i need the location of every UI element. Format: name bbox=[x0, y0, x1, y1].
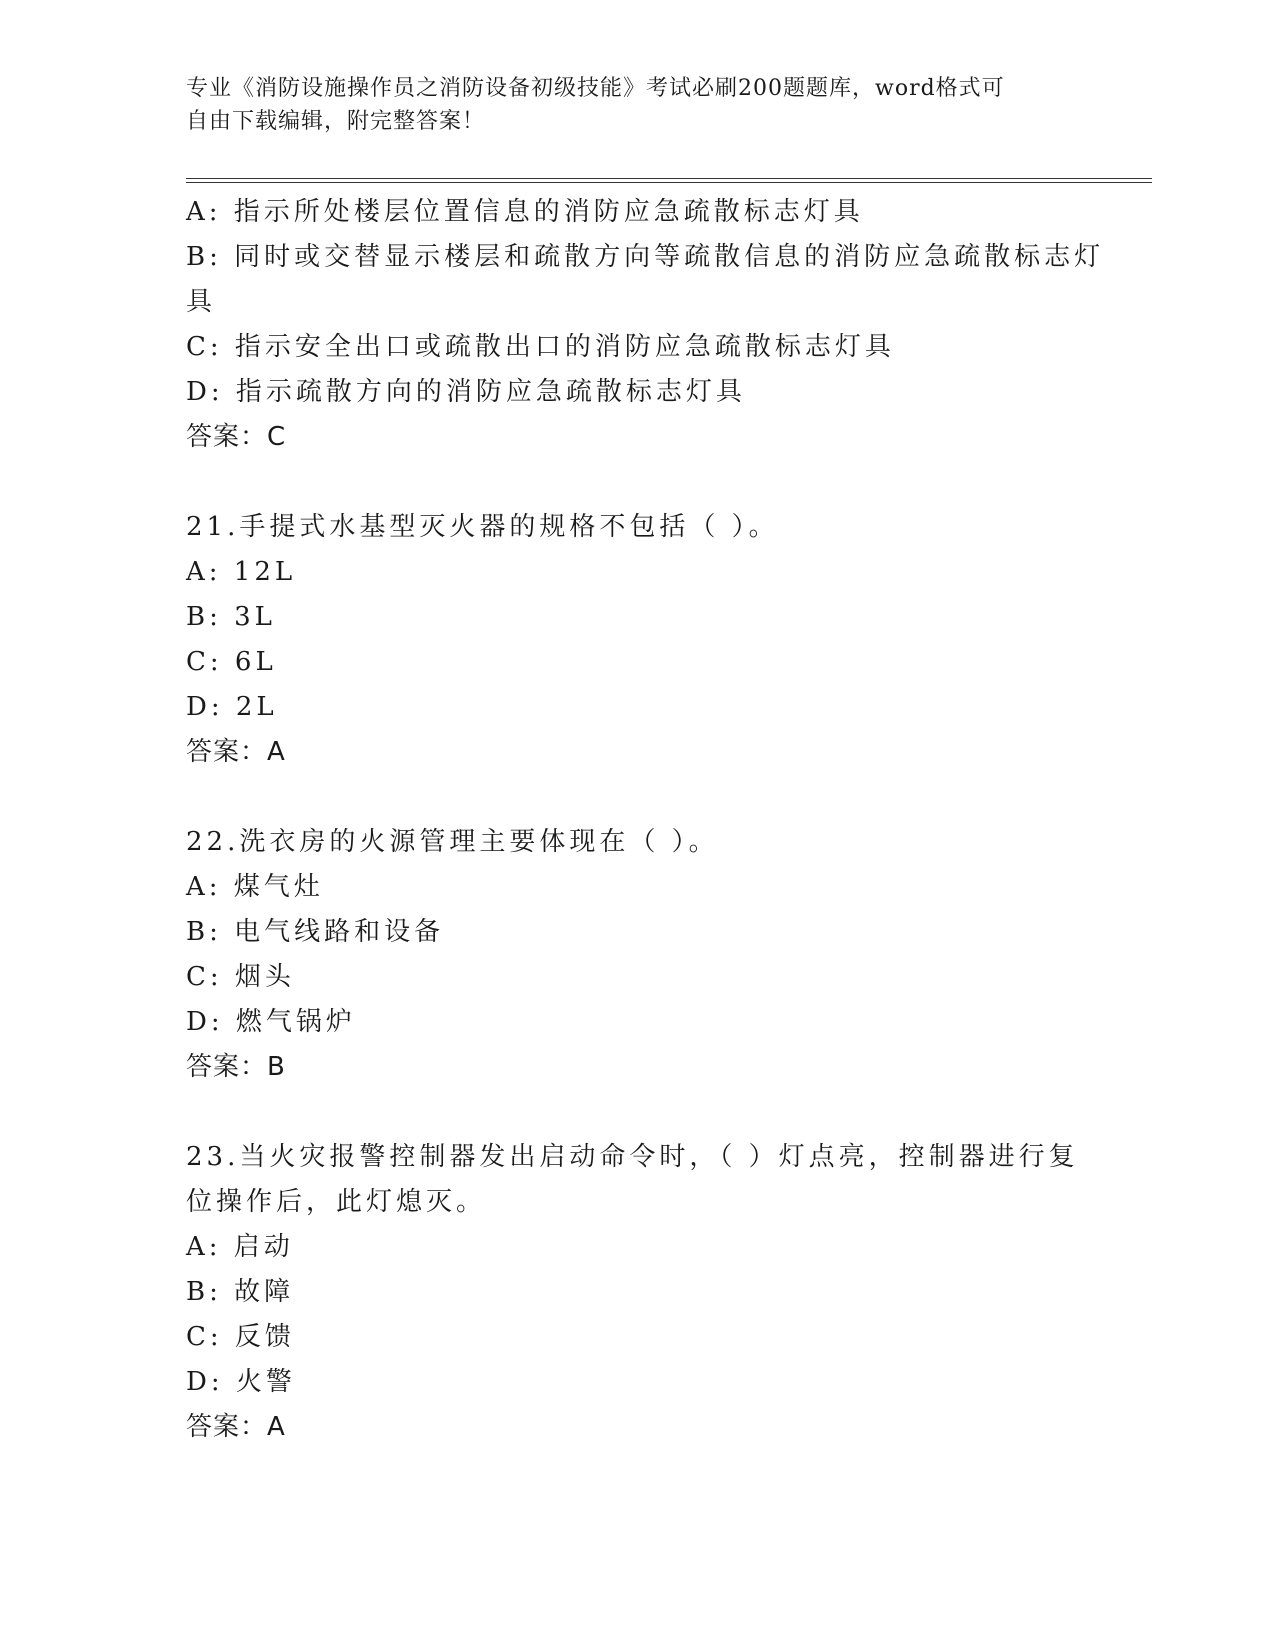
option-d: D: 指示疏散方向的消防应急疏散标志灯具 bbox=[186, 377, 746, 407]
option-b-continuation: 具 bbox=[186, 287, 217, 317]
spacer bbox=[186, 775, 1086, 820]
option-b: B: 同时或交替显示楼层和疏散方向等疏散信息的消防应急疏散标志灯 bbox=[186, 242, 1105, 272]
option-c: C: 烟头 bbox=[186, 962, 295, 992]
header-divider-top bbox=[186, 178, 1152, 179]
spacer bbox=[186, 460, 1086, 505]
header-line-2: 自由下载编辑，附完整答案！ bbox=[186, 109, 486, 134]
question-list bbox=[186, 190, 1105, 1450]
question-text-line-1: 23.当火灾报警控制器发出启动命令时，（ ）灯点亮，控制器进行复 bbox=[186, 1142, 1079, 1172]
option-a: A: 指示所处楼层位置信息的消防应急疏散标志灯具 bbox=[186, 197, 864, 227]
header-line-1: 专业《消防设施操作员之消防设备初级技能》考试必刷200题题库，word格式可 bbox=[186, 76, 1005, 101]
question-23 bbox=[186, 1135, 1086, 1450]
option-b: B: 电气线路和设备 bbox=[186, 917, 445, 947]
option-a: A: 启动 bbox=[186, 1232, 294, 1262]
question-text: 22.洗衣房的火源管理主要体现在（ ）。 bbox=[186, 827, 719, 857]
option-d: D: 2L bbox=[186, 692, 278, 722]
option-d: D: 燃气锅炉 bbox=[186, 1007, 356, 1037]
answer: 答案：C bbox=[186, 422, 287, 452]
option-a: A: 12L bbox=[186, 557, 297, 587]
answer: 答案：B bbox=[186, 1052, 286, 1082]
option-d: D: 火警 bbox=[186, 1367, 296, 1397]
question-text-line-2: 位操作后，此灯熄灭。 bbox=[186, 1187, 487, 1217]
question-text: 21.手提式水基型灭火器的规格不包括（ ）。 bbox=[186, 512, 779, 542]
question-20 bbox=[186, 190, 1105, 460]
document-header bbox=[186, 72, 1086, 138]
option-c: C: 指示安全出口或疏散出口的消防应急疏散标志灯具 bbox=[186, 332, 895, 362]
option-c: C: 反馈 bbox=[186, 1322, 295, 1352]
answer: 答案：A bbox=[186, 1412, 286, 1442]
header-divider-bottom bbox=[186, 182, 1152, 183]
question-21 bbox=[186, 505, 1086, 775]
spacer bbox=[186, 1090, 1086, 1135]
answer: 答案：A bbox=[186, 737, 286, 767]
option-b: B: 故障 bbox=[186, 1277, 295, 1307]
option-c: C: 6L bbox=[186, 647, 277, 677]
option-b: B: 3L bbox=[186, 602, 276, 632]
question-22 bbox=[186, 820, 1086, 1090]
option-a: A: 煤气灶 bbox=[186, 872, 324, 902]
